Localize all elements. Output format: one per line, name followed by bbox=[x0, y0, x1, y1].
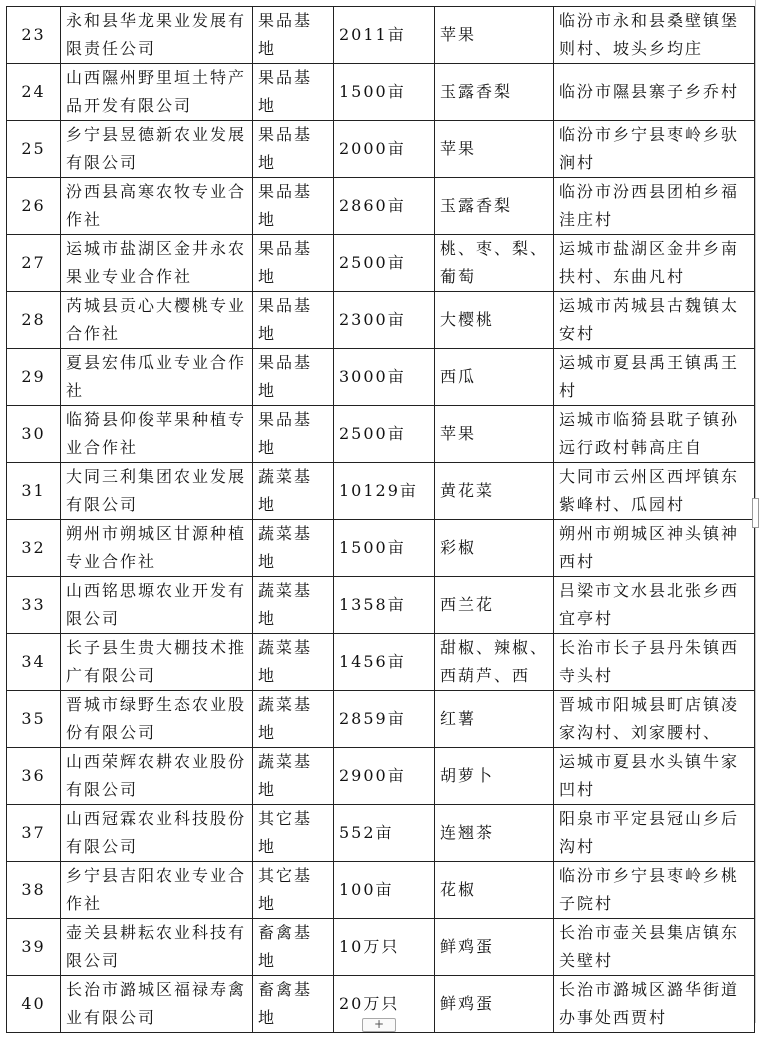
cell-base-type: 蔬菜基地 bbox=[253, 577, 334, 634]
table-row bbox=[7, 520, 755, 577]
cell-variety: 红薯 bbox=[435, 691, 554, 748]
table-row bbox=[7, 121, 755, 178]
cell-company-name: 乡宁县昱德新农业发展有限公司 bbox=[61, 121, 253, 178]
cell-company-name: 山西隰州野里垣土特产品开发有限公司 bbox=[61, 64, 253, 121]
cell-scale: 2000亩 bbox=[334, 121, 435, 178]
cell-address: 临汾市乡宁县枣岭乡桃子院村 bbox=[554, 862, 755, 919]
cell-address: 晋城市阳城县町店镇凌家沟村、刘家腰村、 bbox=[554, 691, 755, 748]
cell-company-name: 山西铭思塬农业开发有限公司 bbox=[61, 577, 253, 634]
cell-address: 大同市云州区西坪镇东紫峰村、瓜园村 bbox=[554, 463, 755, 520]
cell-base-type: 其它基地 bbox=[253, 805, 334, 862]
cell-variety: 苹果 bbox=[435, 121, 554, 178]
cell-scale: 1456亩 bbox=[334, 634, 435, 691]
cell-scale: 1358亩 bbox=[334, 577, 435, 634]
cell-serial-number: 32 bbox=[7, 520, 61, 577]
cell-serial-number: 29 bbox=[7, 349, 61, 406]
table-row bbox=[7, 862, 755, 919]
table-row bbox=[7, 292, 755, 349]
cell-company-name: 长治市潞城区福禄寿禽业有限公司 bbox=[61, 976, 253, 1033]
cell-variety: 黄花菜 bbox=[435, 463, 554, 520]
cell-base-type: 畜禽基地 bbox=[253, 919, 334, 976]
cell-address: 运城市夏县禹王镇禹王村 bbox=[554, 349, 755, 406]
column-resize-handle[interactable] bbox=[752, 498, 759, 528]
cell-serial-number: 37 bbox=[7, 805, 61, 862]
cell-base-type: 蔬菜基地 bbox=[253, 520, 334, 577]
table-row bbox=[7, 178, 755, 235]
cell-variety: 胡萝卜 bbox=[435, 748, 554, 805]
cell-company-name: 运城市盐湖区金井永农果业专业合作社 bbox=[61, 235, 253, 292]
cell-base-type: 果品基地 bbox=[253, 64, 334, 121]
cell-scale: 100亩 bbox=[334, 862, 435, 919]
cell-serial-number: 35 bbox=[7, 691, 61, 748]
table-row bbox=[7, 64, 755, 121]
cell-address: 运城市盐湖区金井乡南扶村、东曲凡村 bbox=[554, 235, 755, 292]
cell-serial-number: 34 bbox=[7, 634, 61, 691]
cell-variety: 甜椒、辣椒、西葫芦、西 bbox=[435, 634, 554, 691]
cell-variety: 苹果 bbox=[435, 7, 554, 64]
table-row bbox=[7, 7, 755, 64]
cell-scale: 10万只 bbox=[334, 919, 435, 976]
cell-serial-number: 31 bbox=[7, 463, 61, 520]
cell-base-type: 蔬菜基地 bbox=[253, 748, 334, 805]
cell-base-type: 蔬菜基地 bbox=[253, 691, 334, 748]
cell-company-name: 晋城市绿野生态农业股份有限公司 bbox=[61, 691, 253, 748]
cell-address: 长治市潞城区潞华街道办事处西贾村 bbox=[554, 976, 755, 1033]
cell-company-name: 长子县生贵大棚技术推广有限公司 bbox=[61, 634, 253, 691]
cell-address: 运城市临猗县耽子镇孙远行政村韩高庄自 bbox=[554, 406, 755, 463]
cell-address: 临汾市隰县寨子乡乔村 bbox=[554, 64, 755, 121]
table-row bbox=[7, 349, 755, 406]
cell-scale: 2900亩 bbox=[334, 748, 435, 805]
cell-variety: 玉露香梨 bbox=[435, 64, 554, 121]
cell-base-type: 其它基地 bbox=[253, 862, 334, 919]
cell-company-name: 山西荣辉农耕农业股份有限公司 bbox=[61, 748, 253, 805]
cell-base-type: 果品基地 bbox=[253, 235, 334, 292]
cell-scale: 2860亩 bbox=[334, 178, 435, 235]
cell-address: 吕梁市文水县北张乡西宜亭村 bbox=[554, 577, 755, 634]
cell-base-type: 果品基地 bbox=[253, 349, 334, 406]
cell-company-name: 临猗县仰俊苹果种植专业合作社 bbox=[61, 406, 253, 463]
table-row bbox=[7, 919, 755, 976]
cell-address: 阳泉市平定县冠山乡后沟村 bbox=[554, 805, 755, 862]
cell-scale: 2500亩 bbox=[334, 235, 435, 292]
cell-serial-number: 28 bbox=[7, 292, 61, 349]
cell-address: 运城市夏县水头镇牛家凹村 bbox=[554, 748, 755, 805]
cell-serial-number: 36 bbox=[7, 748, 61, 805]
cell-serial-number: 38 bbox=[7, 862, 61, 919]
cell-scale: 10129亩 bbox=[334, 463, 435, 520]
cell-address: 临汾市乡宁县枣岭乡驮涧村 bbox=[554, 121, 755, 178]
cell-variety: 大樱桃 bbox=[435, 292, 554, 349]
cell-address: 长治市长子县丹朱镇西寺头村 bbox=[554, 634, 755, 691]
cell-base-type: 果品基地 bbox=[253, 7, 334, 64]
cell-scale: 2500亩 bbox=[334, 406, 435, 463]
cell-company-name: 芮城县贡心大樱桃专业合作社 bbox=[61, 292, 253, 349]
cell-serial-number: 40 bbox=[7, 976, 61, 1033]
table-row bbox=[7, 577, 755, 634]
table-row bbox=[7, 235, 755, 292]
cell-variety: 连翘茶 bbox=[435, 805, 554, 862]
cell-company-name: 汾西县高寒农牧专业合作社 bbox=[61, 178, 253, 235]
cell-company-name: 永和县华龙果业发展有限责任公司 bbox=[61, 7, 253, 64]
records-table-body bbox=[7, 7, 755, 1033]
cell-variety: 桃、枣、梨、葡萄 bbox=[435, 235, 554, 292]
cell-address: 长治市壶关县集店镇东关壁村 bbox=[554, 919, 755, 976]
cell-serial-number: 27 bbox=[7, 235, 61, 292]
cell-variety: 西兰花 bbox=[435, 577, 554, 634]
cell-serial-number: 25 bbox=[7, 121, 61, 178]
cell-variety: 鲜鸡蛋 bbox=[435, 919, 554, 976]
add-row-button[interactable]: + bbox=[362, 1018, 396, 1032]
cell-scale: 2859亩 bbox=[334, 691, 435, 748]
cell-serial-number: 30 bbox=[7, 406, 61, 463]
records-table bbox=[6, 6, 755, 1033]
cell-scale: 552亩 bbox=[334, 805, 435, 862]
cell-variety: 花椒 bbox=[435, 862, 554, 919]
cell-variety: 彩椒 bbox=[435, 520, 554, 577]
cell-serial-number: 39 bbox=[7, 919, 61, 976]
cell-variety: 鲜鸡蛋 bbox=[435, 976, 554, 1033]
cell-scale: 1500亩 bbox=[334, 64, 435, 121]
cell-company-name: 朔州市朔城区甘源种植专业合作社 bbox=[61, 520, 253, 577]
cell-scale: 2011亩 bbox=[334, 7, 435, 64]
cell-base-type: 果品基地 bbox=[253, 292, 334, 349]
cell-address: 临汾市永和县桑壁镇堡则村、坡头乡均庄 bbox=[554, 7, 755, 64]
cell-scale: 20万只 bbox=[334, 976, 435, 1033]
cell-scale: 2300亩 bbox=[334, 292, 435, 349]
cell-serial-number: 33 bbox=[7, 577, 61, 634]
cell-company-name: 壶关县耕耘农业科技有限公司 bbox=[61, 919, 253, 976]
cell-serial-number: 24 bbox=[7, 64, 61, 121]
table-row bbox=[7, 691, 755, 748]
cell-company-name: 大同三利集团农业发展有限公司 bbox=[61, 463, 253, 520]
table-row bbox=[7, 805, 755, 862]
cell-variety: 玉露香梨 bbox=[435, 178, 554, 235]
cell-address: 朔州市朔城区神头镇神西村 bbox=[554, 520, 755, 577]
cell-serial-number: 23 bbox=[7, 7, 61, 64]
cell-address: 运城市芮城县古魏镇太安村 bbox=[554, 292, 755, 349]
cell-scale: 1500亩 bbox=[334, 520, 435, 577]
cell-address: 临汾市汾西县团柏乡福洼庄村 bbox=[554, 178, 755, 235]
cell-company-name: 山西冠霖农业科技股份有限公司 bbox=[61, 805, 253, 862]
table-row bbox=[7, 634, 755, 691]
cell-base-type: 蔬菜基地 bbox=[253, 634, 334, 691]
cell-variety: 西瓜 bbox=[435, 349, 554, 406]
cell-company-name: 夏县宏伟瓜业专业合作社 bbox=[61, 349, 253, 406]
table-row bbox=[7, 406, 755, 463]
cell-base-type: 蔬菜基地 bbox=[253, 463, 334, 520]
cell-scale: 3000亩 bbox=[334, 349, 435, 406]
cell-base-type: 果品基地 bbox=[253, 121, 334, 178]
cell-base-type: 果品基地 bbox=[253, 178, 334, 235]
cell-base-type: 果品基地 bbox=[253, 406, 334, 463]
cell-variety: 苹果 bbox=[435, 406, 554, 463]
cell-company-name: 乡宁县吉阳农业专业合作社 bbox=[61, 862, 253, 919]
document-page bbox=[6, 6, 754, 1033]
table-row bbox=[7, 748, 755, 805]
cell-base-type: 畜禽基地 bbox=[253, 976, 334, 1033]
table-row bbox=[7, 463, 755, 520]
cell-serial-number: 26 bbox=[7, 178, 61, 235]
